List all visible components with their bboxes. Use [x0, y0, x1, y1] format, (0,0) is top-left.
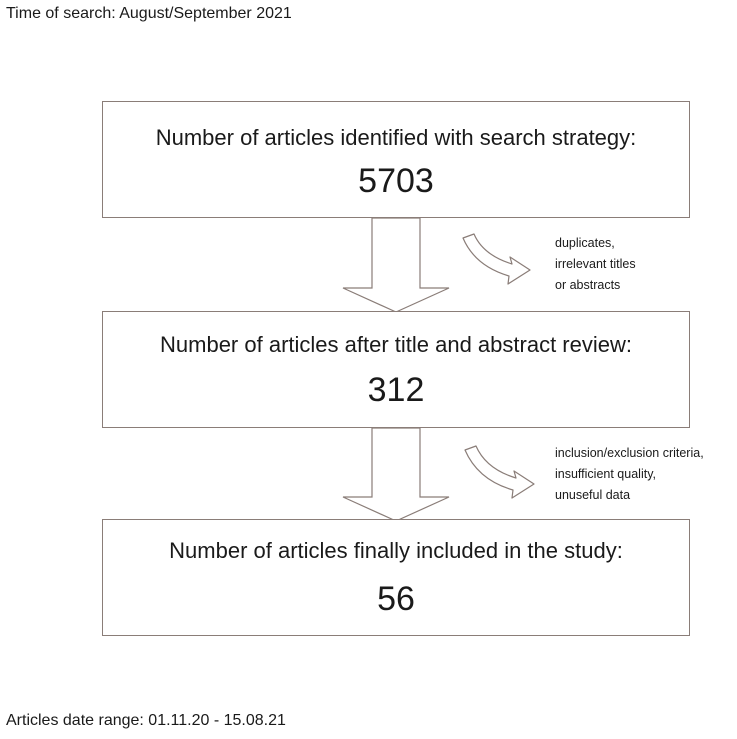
included-articles-box [102, 519, 690, 636]
curved-arrow-icon-1 [463, 234, 530, 284]
down-arrow-1 [343, 218, 449, 312]
identified-articles-box [102, 101, 690, 218]
included-articles-count: 56 [377, 580, 415, 618]
down-arrow-2 [343, 428, 449, 521]
identified-articles-count: 5703 [358, 162, 434, 200]
reviewed-articles-count: 312 [367, 371, 425, 409]
reviewed-articles-label: Number of articles after title and abstract review: [160, 332, 632, 357]
curved-arrow-icon-2 [465, 446, 534, 498]
reviewed-articles-box [102, 311, 690, 428]
exclusion-note-1-line-3: or abstracts [555, 278, 621, 292]
time-of-search-text: Time of search: August/September 2021 [6, 5, 292, 22]
exclusion-note-2-line-3: unuseful data [555, 488, 631, 502]
exclusion-note-2-line-1: inclusion/exclusion criteria, [555, 446, 704, 460]
exclusion-note-2-line-2: insufficient quality, [555, 467, 656, 481]
articles-date-range-text: Articles date range: 01.11.20 - 15.08.21 [6, 712, 286, 729]
exclusion-note-1 [555, 233, 636, 296]
included-articles-label: Number of articles finally included in the study: [169, 538, 623, 563]
exclusion-note-1-line-1: duplicates, [555, 236, 615, 250]
exclusion-note-1-line-2: irrelevant titles [555, 257, 636, 271]
exclusion-note-2 [555, 443, 704, 506]
identified-articles-label: Number of articles identified with search strategy: [155, 125, 637, 150]
